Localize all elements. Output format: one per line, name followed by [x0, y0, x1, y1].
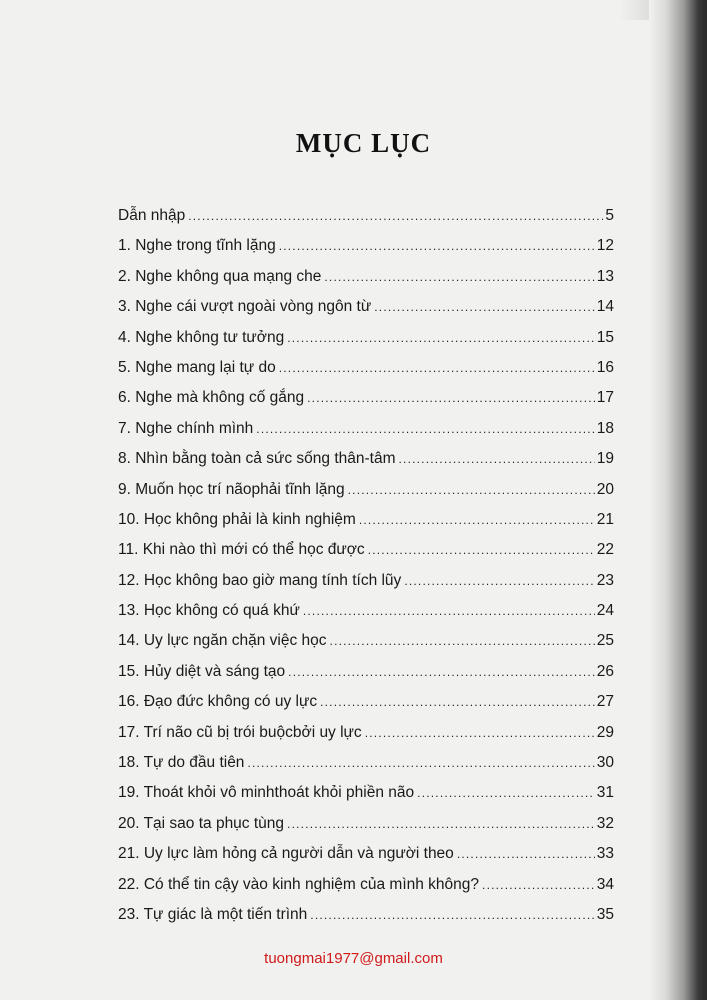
toc-dot-leader [279, 239, 595, 253]
toc-dot-leader [324, 270, 594, 284]
toc-entry-page-number: 18 [596, 419, 614, 437]
toc-entry-label: 1. Nghe trong tĩnh lặng [118, 237, 276, 255]
toc-entry-label: 11. Khi nào thì mới có thể học được [118, 541, 365, 559]
toc-entry [118, 754, 614, 784]
toc-entry-page-number: 19 [596, 450, 614, 468]
toc-entry-page-number: 5 [605, 207, 614, 224]
footer-email: tuongmai1977@gmail.com [264, 950, 443, 967]
toc-entry [118, 237, 614, 267]
toc-entry-label: 9. Muốn học trí nãophải tĩnh lặng [118, 480, 345, 498]
toc-dot-leader [330, 634, 595, 648]
toc-entry-label: 17. Trí não cũ bị trói buộcbởi uy lực [118, 723, 362, 741]
toc-entry [118, 906, 614, 936]
toc-entry-page-number: 14 [596, 298, 614, 316]
toc-dot-leader [320, 695, 595, 709]
toc-entry-label: 19. Thoát khỏi vô minhthoát khỏi phiền não [118, 784, 415, 802]
toc-dot-leader [482, 878, 595, 892]
toc-entry [118, 481, 614, 511]
toc-entry [118, 329, 614, 359]
toc-entry-page-number: 30 [596, 754, 614, 772]
toc-dot-leader [287, 331, 595, 345]
toc-entry-page-number: 22 [596, 541, 614, 559]
toc-entry-page-number: 31 [596, 784, 614, 802]
toc-dot-leader [303, 604, 595, 618]
toc-dot-leader [288, 665, 595, 679]
toc-entry-page-number: 27 [596, 693, 614, 711]
toc-entry [118, 541, 614, 571]
toc-entry [118, 268, 614, 298]
toc-entry-label: 6. Nghe mà không cố gắng [118, 389, 305, 407]
toc-entry-page-number: 29 [596, 723, 614, 741]
toc-entry-label: 10. Học không phải là kinh nghiệm [118, 510, 356, 528]
toc-entry [118, 845, 614, 875]
toc-entry-label: 13. Học không có quá khứ [118, 602, 300, 620]
toc-entry-page-number: 12 [596, 237, 614, 255]
toc-entry-label: 7. Nghe chính mình [118, 419, 254, 437]
toc-dot-leader [457, 847, 595, 861]
table-of-contents [118, 207, 614, 936]
toc-entry-label: 22. Có thể tin cậy vào kinh nghiệm của mình không? [118, 875, 480, 893]
toc-entry-label: 14. Uy lực ngăn chặn việc học [118, 632, 327, 650]
toc-dot-leader [417, 786, 595, 800]
toc-entry-label: 23. Tự giác là một tiến trình [118, 905, 308, 923]
toc-entry-label: 21. Uy lực làm hỏng cả người dẫn và người theo [118, 845, 454, 863]
toc-entry-page-number: 17 [596, 389, 614, 407]
toc-dot-leader [279, 361, 595, 375]
toc-entry [118, 602, 614, 632]
toc-entry-label: 16. Đạo đức không có uy lực [118, 693, 318, 711]
toc-entry [118, 207, 614, 237]
toc-dot-leader [307, 391, 595, 405]
toc-entry-label: 15. Hủy diệt và sáng tạo [118, 662, 286, 680]
toc-entry-page-number: 34 [596, 875, 614, 893]
toc-entry-page-number: 23 [596, 571, 614, 589]
toc-dot-leader [188, 209, 603, 223]
toc-entry [118, 511, 614, 541]
toc-entry [118, 663, 614, 693]
page-title: MỤC LỤC [295, 128, 432, 158]
toc-entry [118, 450, 614, 480]
toc-entry [118, 693, 614, 723]
toc-entry [118, 632, 614, 662]
toc-entry-label: Dẫn nhập [118, 207, 186, 224]
toc-entry-label: 12. Học không bao giờ mang tính tích lũy [118, 571, 402, 589]
toc-entry [118, 359, 614, 389]
toc-dot-leader [404, 574, 594, 588]
toc-entry-page-number: 21 [596, 510, 614, 528]
toc-entry-page-number: 24 [596, 602, 614, 620]
toc-dot-leader [365, 726, 595, 740]
toc-entry-page-number: 25 [596, 632, 614, 650]
toc-dot-leader [348, 483, 595, 497]
toc-dot-leader [359, 513, 595, 527]
toc-entry [118, 784, 614, 814]
toc-entry [118, 724, 614, 754]
toc-entry [118, 572, 614, 602]
toc-dot-leader [310, 908, 594, 922]
toc-entry-page-number: 20 [596, 480, 614, 498]
toc-entry [118, 815, 614, 845]
toc-entry [118, 876, 614, 906]
toc-entry-page-number: 13 [596, 267, 614, 285]
toc-entry-page-number: 35 [596, 905, 614, 923]
toc-dot-leader [287, 817, 595, 831]
toc-entry-label: 18. Tự do đầu tiên [118, 754, 245, 772]
toc-entry-label: 20. Tại sao ta phục tùng [118, 814, 285, 832]
toc-entry [118, 420, 614, 450]
toc-entry-page-number: 26 [596, 662, 614, 680]
toc-dot-leader [247, 756, 594, 770]
toc-entry-label: 4. Nghe không tư tưởng [118, 328, 285, 346]
toc-entry [118, 298, 614, 328]
toc-entry-label: 2. Nghe không qua mạng che [118, 267, 322, 285]
toc-entry-label: 8. Nhìn bằng toàn cả sức sống thân-tâm [118, 450, 396, 468]
toc-entry-page-number: 33 [596, 845, 614, 863]
toc-entry-page-number: 16 [596, 358, 614, 376]
toc-dot-leader [399, 452, 595, 466]
toc-entry-label: 3. Nghe cái vượt ngoài vòng ngôn từ [118, 298, 372, 316]
toc-entry-label: 5. Nghe mang lại tự do [118, 358, 276, 376]
toc-dot-leader [374, 300, 595, 314]
toc-entry-page-number: 15 [596, 328, 614, 346]
toc-entry [118, 389, 614, 419]
toc-dot-leader [256, 422, 594, 436]
toc-entry-page-number: 32 [596, 814, 614, 832]
toc-dot-leader [368, 543, 595, 557]
